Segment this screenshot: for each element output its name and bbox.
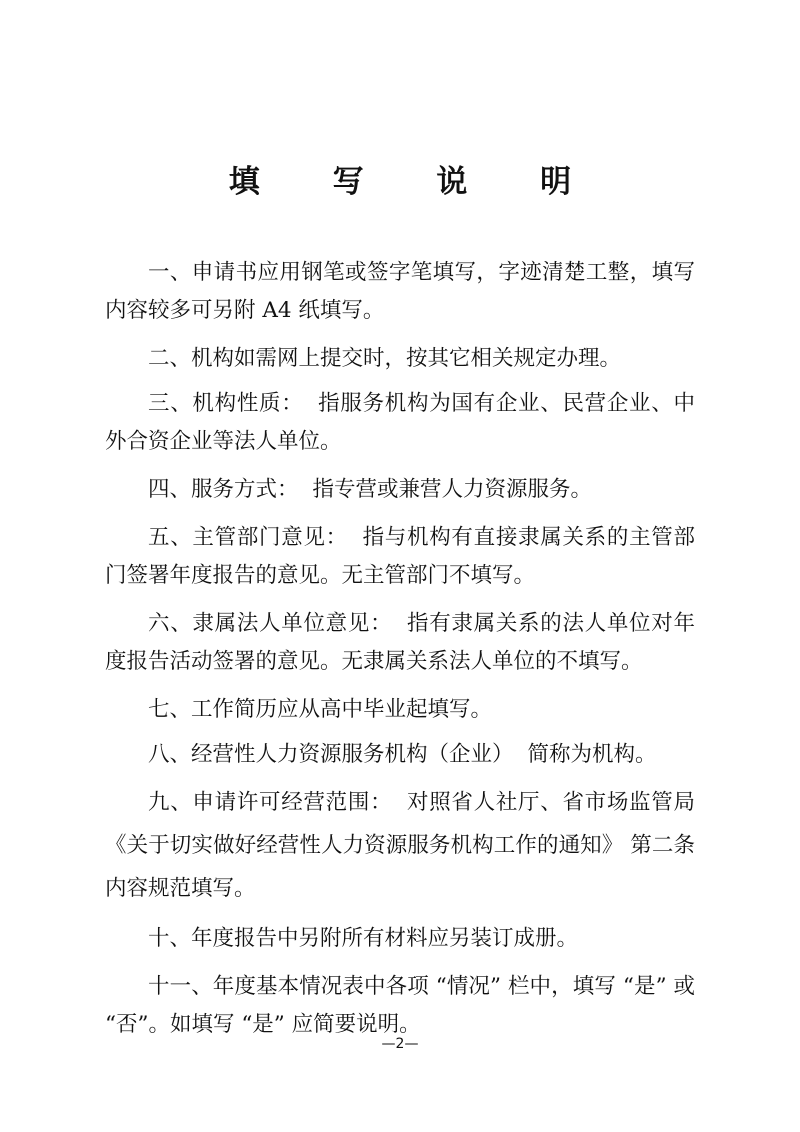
instruction-item [105,605,695,681]
instruction-text: 指与机构有直接隶属关系的主管部门签署年度报告的意见。无主管部门不填写。 [105,525,695,588]
instruction-text: 七、工作简历应从高中毕业起填写。 [148,697,493,722]
instruction-item [105,340,695,378]
instruction-item [105,254,695,330]
document-title: 填 写 说 明 [228,164,603,200]
instruction-text: 指专营或兼营人力资源服务。 [312,477,593,502]
instruction-item [105,968,695,1044]
instruction-label: 六、隶属法人单位意见： [148,611,393,636]
instruction-label: 八、经营性人力资源服务机构（企业） [148,742,514,767]
page-number: —2— [381,1036,419,1052]
instruction-item [105,471,695,509]
instruction-text: 简称为机构。 [527,742,657,767]
instruction-label: 五、主管部门意见： [148,525,348,550]
instruction-label: 四、服务方式： [148,477,299,502]
instruction-label: 九、申请许可经营范围： [148,790,393,815]
instruction-item [105,781,695,910]
instructions-list [105,254,695,1054]
instruction-text: 二、机构如需网上提交时，按其它相关规定办理。 [148,346,622,371]
instruction-item [105,385,695,461]
instruction-text: 对照省人社厅、省市场监管局《关于切实做好经营性人力资源服务机构工作的通知》 第二条内容规范填写。 [105,790,695,901]
instruction-item [105,519,695,595]
instruction-item [105,920,695,958]
instruction-text: 一、申请书应用钢笔或签字笔填写，字迹清楚工整，填写内容较多可另附 A4 纸填写。 [105,260,695,323]
instruction-item [105,691,695,729]
instruction-text: 十一、年度基本情况表中各项 “情况” 栏中，填写 “是” 或 “否”。如填写 “是” 应简要说明。 [105,974,695,1037]
instruction-item [105,736,695,774]
instruction-text: 十、年度报告中另附所有材料应另装订成册。 [148,926,579,951]
instruction-label: 三、机构性质： [148,391,304,416]
instruction-text: 指有隶属关系的法人单位对年度报告活动签署的意见。无隶属关系法人单位的不填写。 [105,611,695,674]
instruction-text: 指服务机构为国有企业、民营企业、中外合资企业等法人单位。 [105,391,695,454]
